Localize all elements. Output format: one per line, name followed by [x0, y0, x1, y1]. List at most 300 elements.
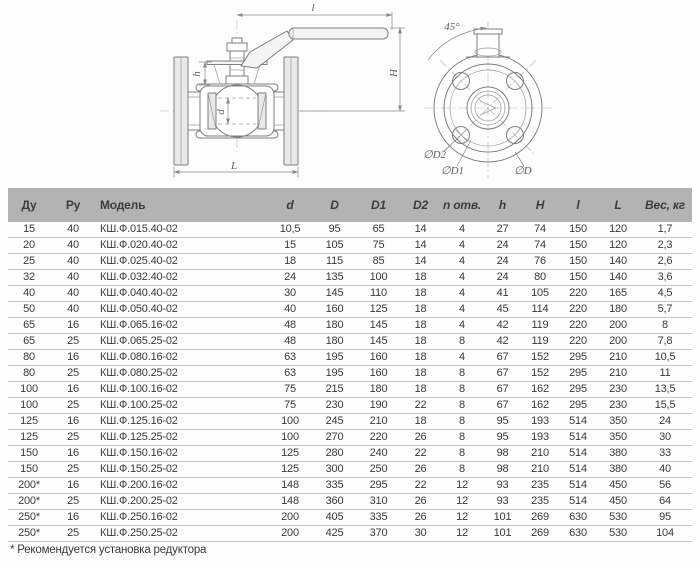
table-cell: 4 — [441, 350, 483, 366]
table-cell: 4 — [441, 302, 483, 318]
table-cell: 193 — [522, 430, 558, 446]
table-cell: 152 — [522, 366, 558, 382]
table-cell: 18 — [400, 382, 441, 398]
table-cell: 360 — [312, 494, 357, 510]
table-cell: 18 — [400, 318, 441, 334]
table-cell: 4 — [441, 318, 483, 334]
table-cell: 350 — [598, 430, 638, 446]
table-cell: 75 — [268, 382, 312, 398]
table-cell: 200 — [598, 318, 638, 334]
table-cell: 230 — [598, 382, 638, 398]
table-cell: 8 — [441, 334, 483, 350]
table-row — [8, 302, 692, 318]
table-cell: 4 — [441, 222, 483, 238]
table-row — [8, 286, 692, 302]
table-cell: 25 — [50, 494, 96, 510]
table-cell: 125 — [268, 462, 312, 478]
table-cell: 16 — [50, 510, 96, 526]
table-cell: КШ.Ф.040.40-02 — [96, 286, 268, 302]
table-cell: 25 — [50, 526, 96, 542]
table-cell: 56 — [638, 478, 692, 494]
table-cell: 26 — [400, 510, 441, 526]
dim-l — [237, 2, 392, 30]
table-cell: 40 — [8, 286, 50, 302]
dim-D1-label: ∅D1 — [441, 165, 465, 177]
table-cell: 514 — [558, 478, 598, 494]
table-cell: 11 — [638, 366, 692, 382]
table-cell: 630 — [558, 510, 598, 526]
column-header: l — [558, 188, 598, 222]
column-header: D1 — [357, 188, 400, 222]
table-cell: 93 — [483, 494, 522, 510]
column-header: D — [312, 188, 357, 222]
table-cell: 114 — [522, 302, 558, 318]
table-cell: 220 — [558, 318, 598, 334]
table-cell: 165 — [598, 286, 638, 302]
table-cell: 135 — [312, 270, 357, 286]
table-cell: 450 — [598, 494, 638, 510]
table-cell: 152 — [522, 350, 558, 366]
table-cell: 162 — [522, 398, 558, 414]
table-cell: 22 — [400, 398, 441, 414]
table-cell: 160 — [357, 366, 400, 382]
table-cell: 200 — [268, 526, 312, 542]
spec-table — [8, 188, 692, 542]
table-cell: 8 — [441, 382, 483, 398]
table-cell: 145 — [312, 286, 357, 302]
side-view — [160, 2, 405, 177]
table-cell: 95 — [483, 414, 522, 430]
table-cell: 40 — [268, 302, 312, 318]
table-cell: 215 — [312, 382, 357, 398]
table-cell: 230 — [312, 398, 357, 414]
table-cell: 25 — [50, 398, 96, 414]
table-cell: 145 — [357, 334, 400, 350]
table-cell: 125 — [8, 430, 50, 446]
table-cell: КШ.Ф.080.16-02 — [96, 350, 268, 366]
table-cell: 145 — [357, 318, 400, 334]
table-cell: 235 — [522, 478, 558, 494]
table-cell: 235 — [522, 494, 558, 510]
table-cell: 3,6 — [638, 270, 692, 286]
table-cell: 12 — [441, 478, 483, 494]
table-cell: 24 — [483, 254, 522, 270]
dim-D-label: ∅D — [514, 165, 532, 177]
table-cell: 150 — [558, 222, 598, 238]
table-cell: 65 — [8, 318, 50, 334]
table-cell: 63 — [268, 350, 312, 366]
table-cell: 42 — [483, 334, 522, 350]
table-cell: 100 — [268, 430, 312, 446]
table-cell: 95 — [483, 430, 522, 446]
table-cell: 180 — [312, 334, 357, 350]
table-cell: 20 — [8, 238, 50, 254]
table-cell: 514 — [558, 494, 598, 510]
table-cell: 335 — [312, 478, 357, 494]
table-cell: 100 — [357, 270, 400, 286]
table-cell: 4 — [441, 238, 483, 254]
table-cell: 210 — [598, 350, 638, 366]
table-cell: 162 — [522, 382, 558, 398]
table-cell: 200 — [598, 334, 638, 350]
table-cell: 8 — [441, 462, 483, 478]
table-cell: 100 — [8, 398, 50, 414]
table-cell: 16 — [50, 318, 96, 334]
column-header: L — [598, 188, 638, 222]
table-cell: 74 — [522, 222, 558, 238]
table-cell: 24 — [268, 270, 312, 286]
table-cell: 41 — [483, 286, 522, 302]
technical-drawing — [0, 0, 700, 186]
table-cell: КШ.Ф.125.16-02 — [96, 414, 268, 430]
table-cell: 24 — [483, 270, 522, 286]
table-cell: 150 — [558, 238, 598, 254]
stem-nut — [227, 43, 247, 51]
table-cell: 15 — [8, 222, 50, 238]
table-cell: 530 — [598, 526, 638, 542]
dim-L — [174, 160, 298, 177]
table-cell: 24 — [638, 414, 692, 430]
table-cell: 25 — [50, 462, 96, 478]
table-cell: 32 — [8, 270, 50, 286]
table-cell: 295 — [558, 350, 598, 366]
table-cell: 148 — [268, 494, 312, 510]
dim-D — [514, 152, 532, 177]
table-cell: 98 — [483, 446, 522, 462]
table-cell: 269 — [522, 510, 558, 526]
table-cell: 45 — [483, 302, 522, 318]
table-cell: 75 — [357, 238, 400, 254]
table-cell: 193 — [522, 414, 558, 430]
table-cell: 25 — [8, 254, 50, 270]
table-cell: 180 — [598, 302, 638, 318]
table-cell: 1,7 — [638, 222, 692, 238]
table-cell: 220 — [558, 286, 598, 302]
table-cell: 12 — [441, 494, 483, 510]
table-cell: 13,5 — [638, 382, 692, 398]
gland-collar — [226, 76, 248, 84]
table-cell: 15 — [268, 238, 312, 254]
table-cell: 80 — [8, 350, 50, 366]
table-cell: 450 — [598, 478, 638, 494]
table-cell: 180 — [312, 318, 357, 334]
footnote: * Рекомендуется установка редуктора — [10, 544, 207, 556]
dim-H — [300, 28, 405, 111]
table-cell: 8 — [441, 366, 483, 382]
table-cell: КШ.Ф.150.16-02 — [96, 446, 268, 462]
table-cell: 220 — [357, 430, 400, 446]
column-header: Ду — [8, 188, 50, 222]
table-cell: 150 — [558, 270, 598, 286]
table-cell: 26 — [400, 430, 441, 446]
table-cell: 180 — [357, 382, 400, 398]
table-cell: 30 — [268, 286, 312, 302]
table-cell: КШ.Ф.032.40-02 — [96, 270, 268, 286]
table-cell: 12 — [441, 526, 483, 542]
valve-drawing-svg — [0, 0, 700, 186]
table-row — [8, 398, 692, 414]
table-cell: 160 — [312, 302, 357, 318]
table-cell: КШ.Ф.100.16-02 — [96, 382, 268, 398]
table-cell: КШ.Ф.020.40-02 — [96, 238, 268, 254]
table-cell: 370 — [357, 526, 400, 542]
table-cell: 50 — [8, 302, 50, 318]
table-cell: 15,5 — [638, 398, 692, 414]
column-header: h — [483, 188, 522, 222]
table-cell: 95 — [638, 510, 692, 526]
table-cell: 125 — [268, 446, 312, 462]
table-cell: 200* — [8, 478, 50, 494]
table-cell: КШ.Ф.050.40-02 — [96, 302, 268, 318]
table-cell: 120 — [598, 238, 638, 254]
table-cell: КШ.Ф.200.25-02 — [96, 494, 268, 510]
table-cell: 250* — [8, 526, 50, 542]
table-cell: 630 — [558, 526, 598, 542]
column-header: D2 — [400, 188, 441, 222]
table-cell: 30 — [400, 526, 441, 542]
table-cell: 125 — [8, 414, 50, 430]
front-view — [423, 21, 552, 178]
table-cell: 210 — [522, 446, 558, 462]
neck — [477, 33, 499, 57]
table-cell: 16 — [50, 350, 96, 366]
table-cell: 335 — [357, 510, 400, 526]
table-row — [8, 334, 692, 350]
table-cell: 42 — [483, 318, 522, 334]
column-header: Вес, кг — [638, 188, 692, 222]
table-cell: 33 — [638, 446, 692, 462]
table-cell: 101 — [483, 526, 522, 542]
table-cell: КШ.Ф.065.16-02 — [96, 318, 268, 334]
table-cell: 25 — [50, 334, 96, 350]
table-cell: 104 — [638, 526, 692, 542]
table-row — [8, 366, 692, 382]
table-cell: 8 — [441, 398, 483, 414]
table-row — [8, 494, 692, 510]
table-cell: 95 — [312, 222, 357, 238]
table-cell: 18 — [400, 302, 441, 318]
table-cell: 18 — [400, 286, 441, 302]
table-cell: 16 — [50, 382, 96, 398]
table-cell: 350 — [598, 414, 638, 430]
table-cell: 295 — [558, 382, 598, 398]
table-cell: 100 — [8, 382, 50, 398]
table-cell: 67 — [483, 350, 522, 366]
table-cell: 40 — [50, 302, 96, 318]
table-cell: 210 — [598, 366, 638, 382]
table-cell: 270 — [312, 430, 357, 446]
table-cell: 200 — [268, 510, 312, 526]
table-cell: 65 — [8, 334, 50, 350]
table-cell: 10,5 — [638, 350, 692, 366]
table-row — [8, 414, 692, 430]
table-cell: 16 — [50, 446, 96, 462]
table-cell: 150 — [558, 254, 598, 270]
table-cell: 100 — [268, 414, 312, 430]
header-row — [8, 188, 692, 222]
dim-d-label: d — [215, 109, 227, 115]
table-cell: КШ.Ф.250.16-02 — [96, 510, 268, 526]
table-cell: 67 — [483, 382, 522, 398]
column-header: n отв. — [441, 188, 483, 222]
table-cell: 195 — [312, 350, 357, 366]
table-row — [8, 222, 692, 238]
dim-h — [191, 62, 212, 85]
table-cell: 119 — [522, 334, 558, 350]
table-cell: КШ.Ф.100.25-02 — [96, 398, 268, 414]
table-cell: 101 — [483, 510, 522, 526]
table-cell: 12 — [441, 510, 483, 526]
table-cell: 295 — [558, 366, 598, 382]
table-cell: 514 — [558, 462, 598, 478]
table-row — [8, 526, 692, 542]
table-cell: 85 — [357, 254, 400, 270]
table-cell: 40 — [50, 238, 96, 254]
table-cell: 220 — [558, 302, 598, 318]
table-cell: 120 — [598, 222, 638, 238]
table-cell: 98 — [483, 462, 522, 478]
table-cell: 514 — [558, 430, 598, 446]
table-cell: 48 — [268, 334, 312, 350]
table-cell: 310 — [357, 494, 400, 510]
table-cell: КШ.Ф.080.25-02 — [96, 366, 268, 382]
table-cell: 190 — [357, 398, 400, 414]
dim-D2-label: ∅D2 — [423, 149, 447, 161]
table-cell: 300 — [312, 462, 357, 478]
table-row — [8, 382, 692, 398]
table-cell: 74 — [522, 238, 558, 254]
table-cell: 380 — [598, 446, 638, 462]
table-cell: 250 — [357, 462, 400, 478]
handle-grip — [289, 28, 388, 39]
table-cell: 27 — [483, 222, 522, 238]
table-cell: 150 — [8, 462, 50, 478]
table-cell: 514 — [558, 414, 598, 430]
table-cell: 48 — [268, 318, 312, 334]
spec-table-wrap — [8, 188, 692, 542]
table-cell: 18 — [268, 254, 312, 270]
table-row — [8, 270, 692, 286]
table-cell: 110 — [357, 286, 400, 302]
table-cell: 14 — [400, 238, 441, 254]
table-cell: 425 — [312, 526, 357, 542]
table-cell: 67 — [483, 398, 522, 414]
column-header: Модель — [96, 188, 268, 222]
table-cell: 16 — [50, 478, 96, 494]
table-cell: 10,5 — [268, 222, 312, 238]
table-cell: 105 — [522, 286, 558, 302]
table-cell: 115 — [312, 254, 357, 270]
table-cell: 40 — [50, 222, 96, 238]
table-cell: 125 — [357, 302, 400, 318]
table-cell: 530 — [598, 510, 638, 526]
table-cell: 14 — [400, 254, 441, 270]
table-row — [8, 462, 692, 478]
dim-l-label: l — [311, 2, 315, 14]
table-cell: КШ.Ф.015.40-02 — [96, 222, 268, 238]
table-cell: 140 — [598, 270, 638, 286]
table-cell: 26 — [400, 462, 441, 478]
table-row — [8, 318, 692, 334]
table-cell: 4 — [441, 270, 483, 286]
table-cell: 8 — [441, 414, 483, 430]
table-row — [8, 446, 692, 462]
table-cell: 64 — [638, 494, 692, 510]
table-cell: 16 — [50, 414, 96, 430]
table-cell: 18 — [400, 334, 441, 350]
table-row — [8, 254, 692, 270]
table-cell: 148 — [268, 478, 312, 494]
table-cell: 40 — [50, 270, 96, 286]
table-cell: 119 — [522, 318, 558, 334]
table-cell: 280 — [312, 446, 357, 462]
table-cell: 18 — [400, 414, 441, 430]
table-cell: 26 — [400, 494, 441, 510]
table-cell: 80 — [8, 366, 50, 382]
table-cell: 22 — [400, 478, 441, 494]
table-cell: 295 — [357, 478, 400, 494]
table-cell: 210 — [522, 462, 558, 478]
table-cell: 24 — [483, 238, 522, 254]
table-cell: КШ.Ф.250.25-02 — [96, 526, 268, 542]
table-cell: 18 — [400, 366, 441, 382]
table-cell: 4 — [441, 254, 483, 270]
table-cell: 80 — [522, 270, 558, 286]
table-cell: 210 — [357, 414, 400, 430]
table-cell: КШ.Ф.150.25-02 — [96, 462, 268, 478]
table-row — [8, 478, 692, 494]
column-header: d — [268, 188, 312, 222]
table-cell: 4 — [441, 286, 483, 302]
table-cell: 240 — [357, 446, 400, 462]
table-cell: 250* — [8, 510, 50, 526]
table-cell: 25 — [50, 366, 96, 382]
table-row — [8, 238, 692, 254]
angle-label: 45° — [444, 21, 460, 33]
table-cell: 40 — [638, 462, 692, 478]
table-cell: КШ.Ф.025.40-02 — [96, 254, 268, 270]
table-cell: 405 — [312, 510, 357, 526]
table-cell: 18 — [400, 350, 441, 366]
dim-H-label: H — [388, 69, 400, 77]
table-cell: 514 — [558, 446, 598, 462]
table-cell: 14 — [400, 222, 441, 238]
table-cell: 5,7 — [638, 302, 692, 318]
table-cell: 140 — [598, 254, 638, 270]
table-cell: 65 — [357, 222, 400, 238]
neck-top-plate — [474, 29, 502, 34]
dim-L-label: L — [230, 160, 238, 172]
table-cell: 18 — [400, 270, 441, 286]
table-cell: 7,8 — [638, 334, 692, 350]
table-cell: 269 — [522, 526, 558, 542]
table-cell: КШ.Ф.200.16-02 — [96, 478, 268, 494]
table-cell: 295 — [558, 398, 598, 414]
table-cell: 195 — [312, 366, 357, 382]
table-cell: 76 — [522, 254, 558, 270]
column-header: H — [522, 188, 558, 222]
table-cell: 8 — [441, 430, 483, 446]
table-cell: 220 — [558, 334, 598, 350]
table-cell: 40 — [50, 254, 96, 270]
table-row — [8, 350, 692, 366]
table-row — [8, 510, 692, 526]
table-cell: 4,5 — [638, 286, 692, 302]
table-cell: 380 — [598, 462, 638, 478]
table-cell: 2,6 — [638, 254, 692, 270]
dim-h-label: h — [191, 71, 203, 77]
table-cell: 2,3 — [638, 238, 692, 254]
